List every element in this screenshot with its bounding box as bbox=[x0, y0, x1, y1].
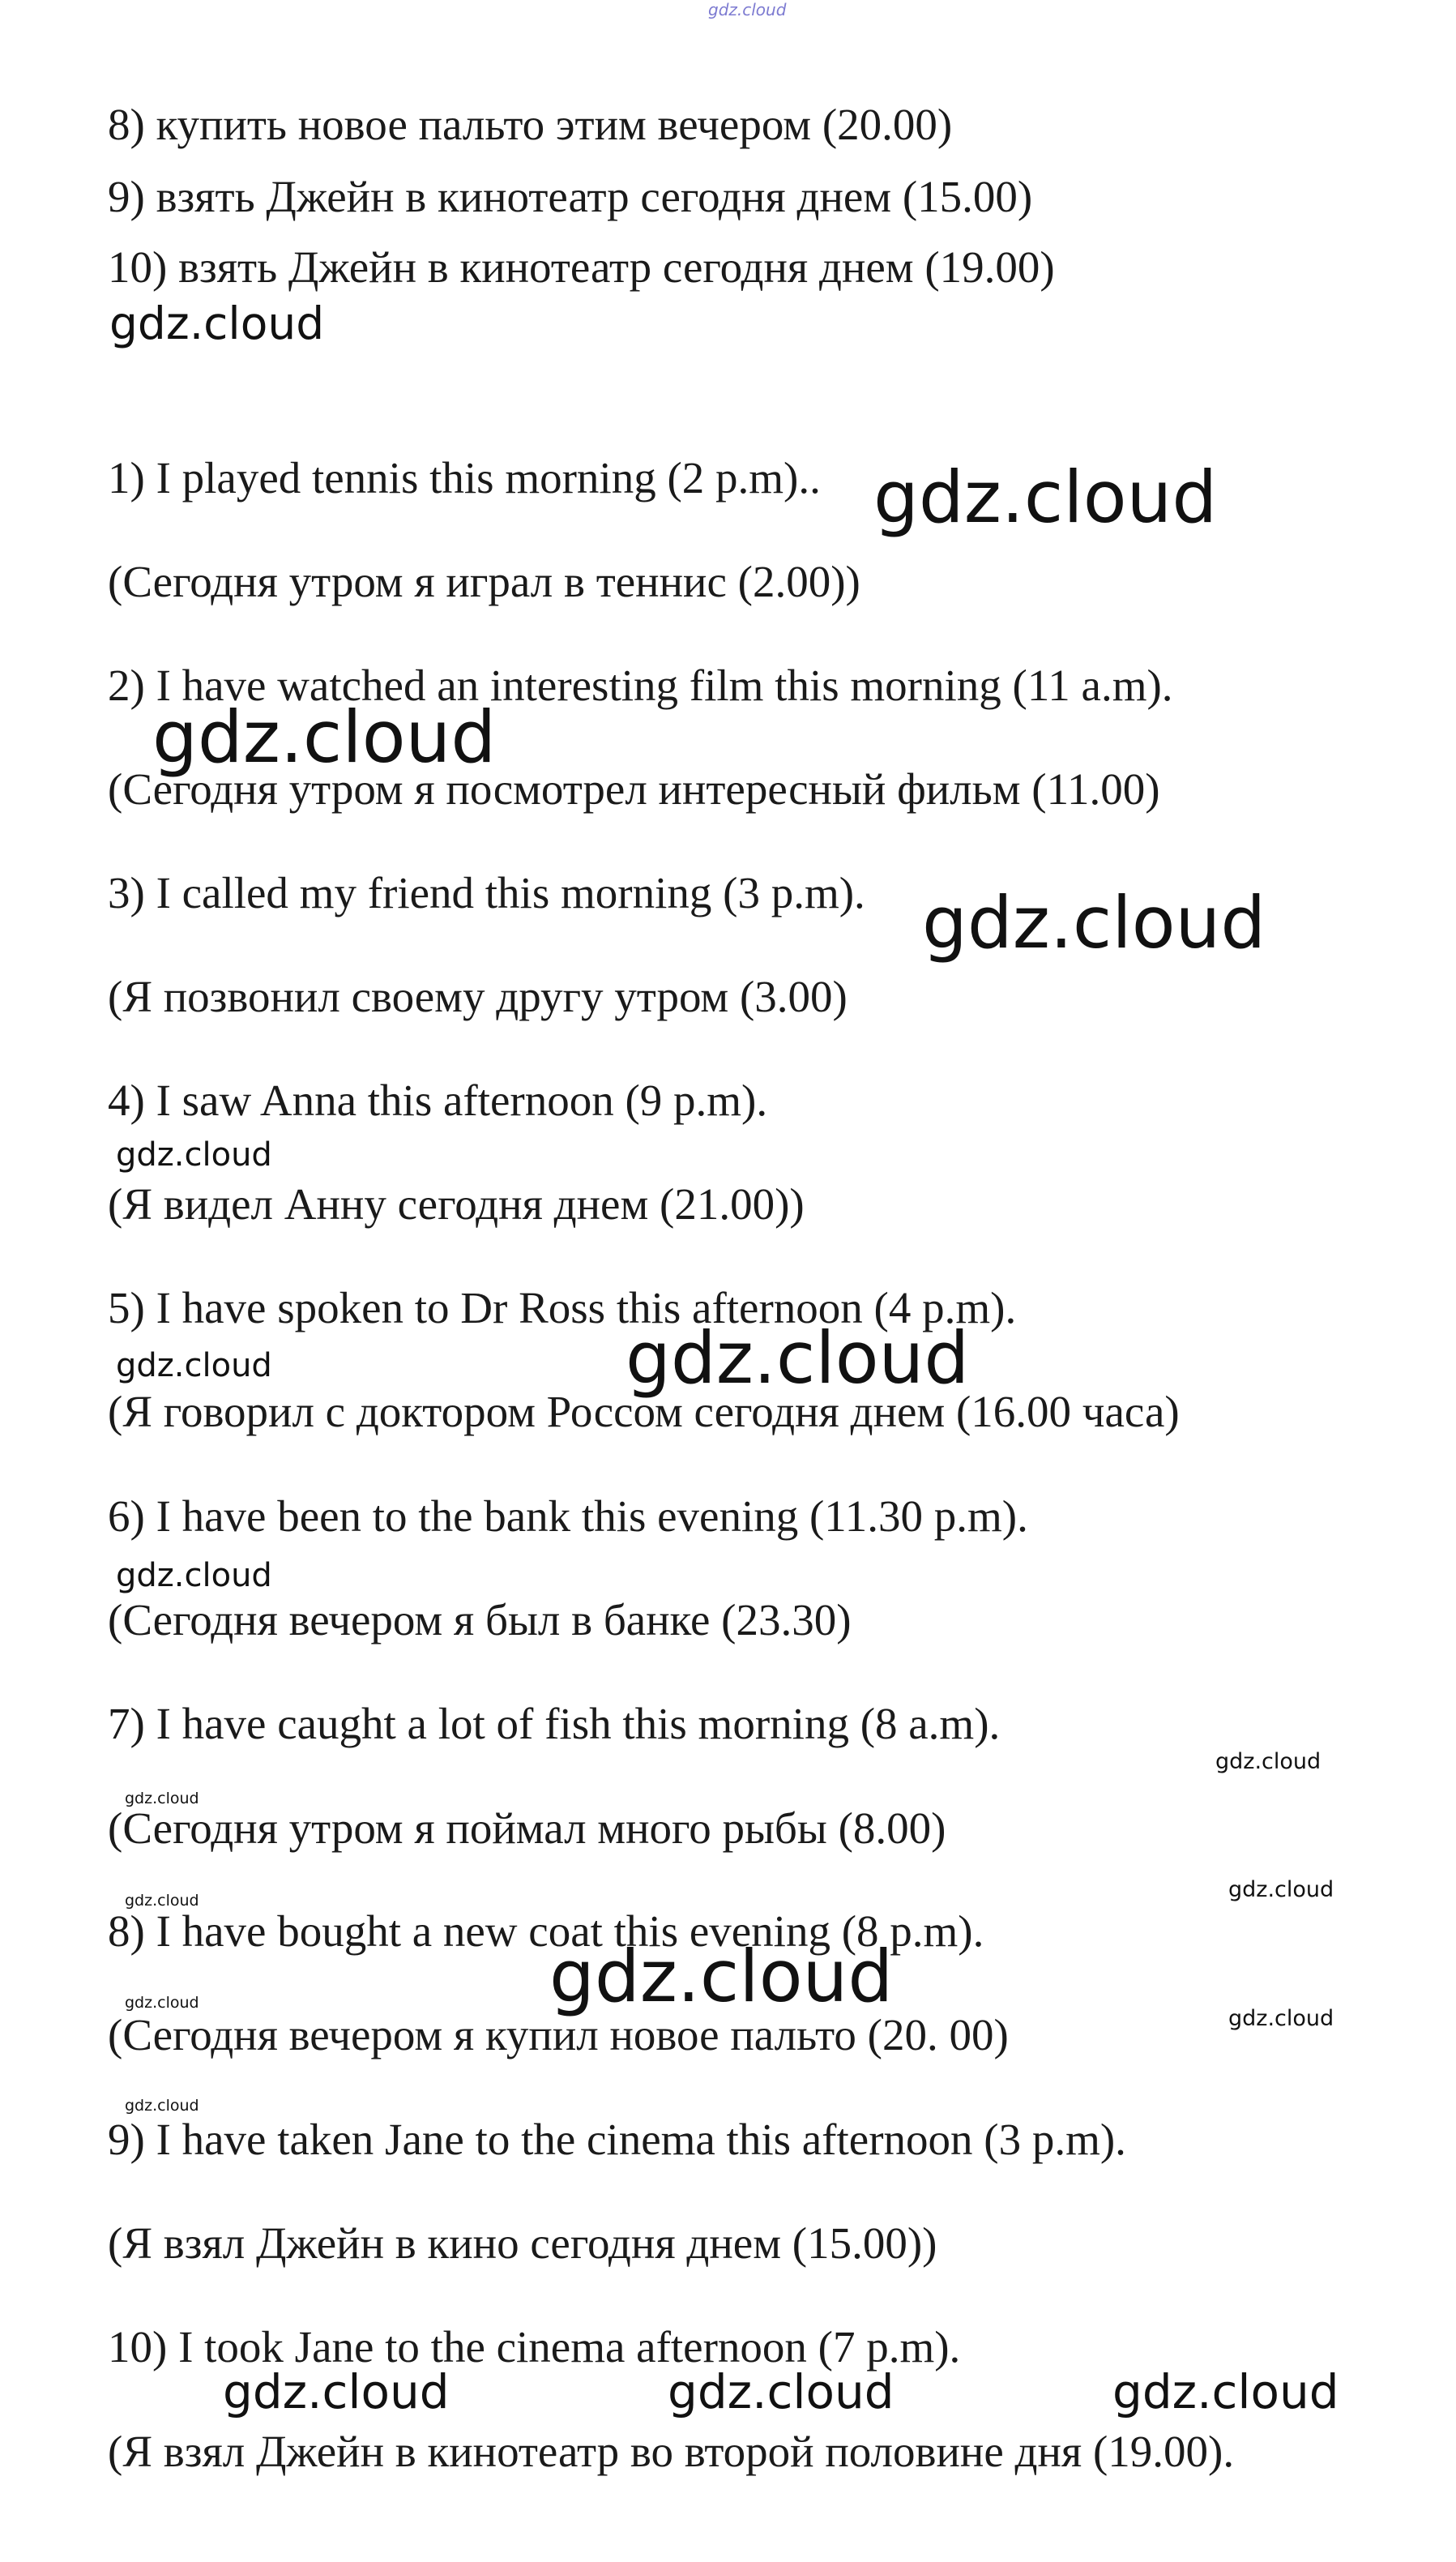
watermark: gdz.cloud bbox=[125, 1892, 199, 1910]
watermark: gdz.cloud bbox=[549, 1935, 894, 2018]
answer-4-en: 4) I saw Anna this afternoon (9 p.m). bbox=[108, 1076, 768, 1125]
watermark: gdz.cloud bbox=[1228, 2006, 1334, 2031]
watermark: gdz.cloud bbox=[125, 1790, 199, 1807]
answer-6-ru: (Сегодня вечером я был в банке (23.30) bbox=[108, 1595, 852, 1645]
answer-2-en: 2) I have watched an interesting film this morning (11 a.m). bbox=[108, 661, 1173, 710]
answer-10-en: 10) I took Jane to the cinema afternoon (7 p.m). bbox=[108, 2322, 961, 2372]
watermark: gdz.cloud bbox=[223, 2364, 450, 2419]
watermark: gdz.cloud bbox=[125, 1994, 199, 2012]
answer-6-en: 6) I have been to the bank this evening (11.30 p.m). bbox=[108, 1491, 1028, 1541]
watermark: gdz.cloud bbox=[116, 1347, 272, 1384]
watermark: gdz.cloud bbox=[1215, 1749, 1322, 1774]
answer-3-en: 3) I called my friend this morning (3 p.m). bbox=[108, 868, 865, 917]
watermark: gdz.cloud bbox=[125, 2097, 199, 2115]
answer-7-ru: (Сегодня утром я поймал много рыбы (8.00) bbox=[108, 1803, 946, 1853]
watermark: gdz.cloud bbox=[873, 456, 1218, 539]
answer-5-en: 5) I have spoken to Dr Ross this afternoon (4 p.m). bbox=[108, 1283, 1017, 1332]
answer-8-ru: (Сегодня вечером я купил новое пальто (20. 00) bbox=[108, 2010, 1009, 2059]
watermark: gdz.cloud bbox=[116, 1557, 272, 1594]
answer-1-en: 1) I played tennis this morning (2 p.m).. bbox=[108, 453, 821, 503]
top-list-item-8: 8) купить новое пальто этим вечером (20.00) bbox=[108, 100, 953, 149]
answer-7-en: 7) I have caught a lot of fish this morning (8 a.m). bbox=[108, 1699, 1001, 1748]
answer-3-ru: (Я позвонил своему другу утром (3.00) bbox=[108, 972, 848, 1021]
watermark-top: gdz.cloud bbox=[708, 0, 787, 19]
top-list-item-9: 9) взять Джейн в кинотеатр сегодня днем (15.00) bbox=[108, 172, 1033, 221]
watermark: gdz.cloud bbox=[668, 2364, 895, 2419]
answer-9-en: 9) I have taken Jane to the cinema this afternoon (3 p.m). bbox=[108, 2115, 1126, 2164]
answer-1-ru: (Сегодня утром я играл в теннис (2.00)) bbox=[108, 557, 860, 606]
answer-8-en: 8) I have bought a new coat this evening (8 p.m). bbox=[108, 1906, 984, 1956]
watermark: gdz.cloud bbox=[1112, 2364, 1339, 2419]
top-list-item-10: 10) взять Джейн в кинотеатр сегодня днем (19.00) bbox=[108, 242, 1055, 292]
answer-10-ru: (Я взял Джейн в кинотеатр во второй половине дня (19.00). bbox=[108, 2427, 1235, 2476]
watermark: gdz.cloud bbox=[626, 1316, 970, 1400]
answer-5-ru: (Я говорил с доктором Россом сегодня днем (16.00 часа) bbox=[108, 1387, 1180, 1436]
watermark: gdz.cloud bbox=[1228, 1877, 1334, 1902]
watermark: gdz.cloud bbox=[152, 695, 497, 779]
answer-4-ru: (Я видел Анну сегодня днем (21.00)) bbox=[108, 1179, 805, 1229]
answer-9-ru: (Я взял Джейн в кино сегодня днем (15.00)) bbox=[108, 2218, 937, 2268]
watermark: gdz.cloud bbox=[922, 881, 1266, 964]
watermark: gdz.cloud bbox=[109, 297, 325, 349]
watermark: gdz.cloud bbox=[116, 1136, 272, 1174]
answer-2-ru: (Сегодня утром я посмотрел интересный фильм (11.00) bbox=[108, 764, 1160, 814]
